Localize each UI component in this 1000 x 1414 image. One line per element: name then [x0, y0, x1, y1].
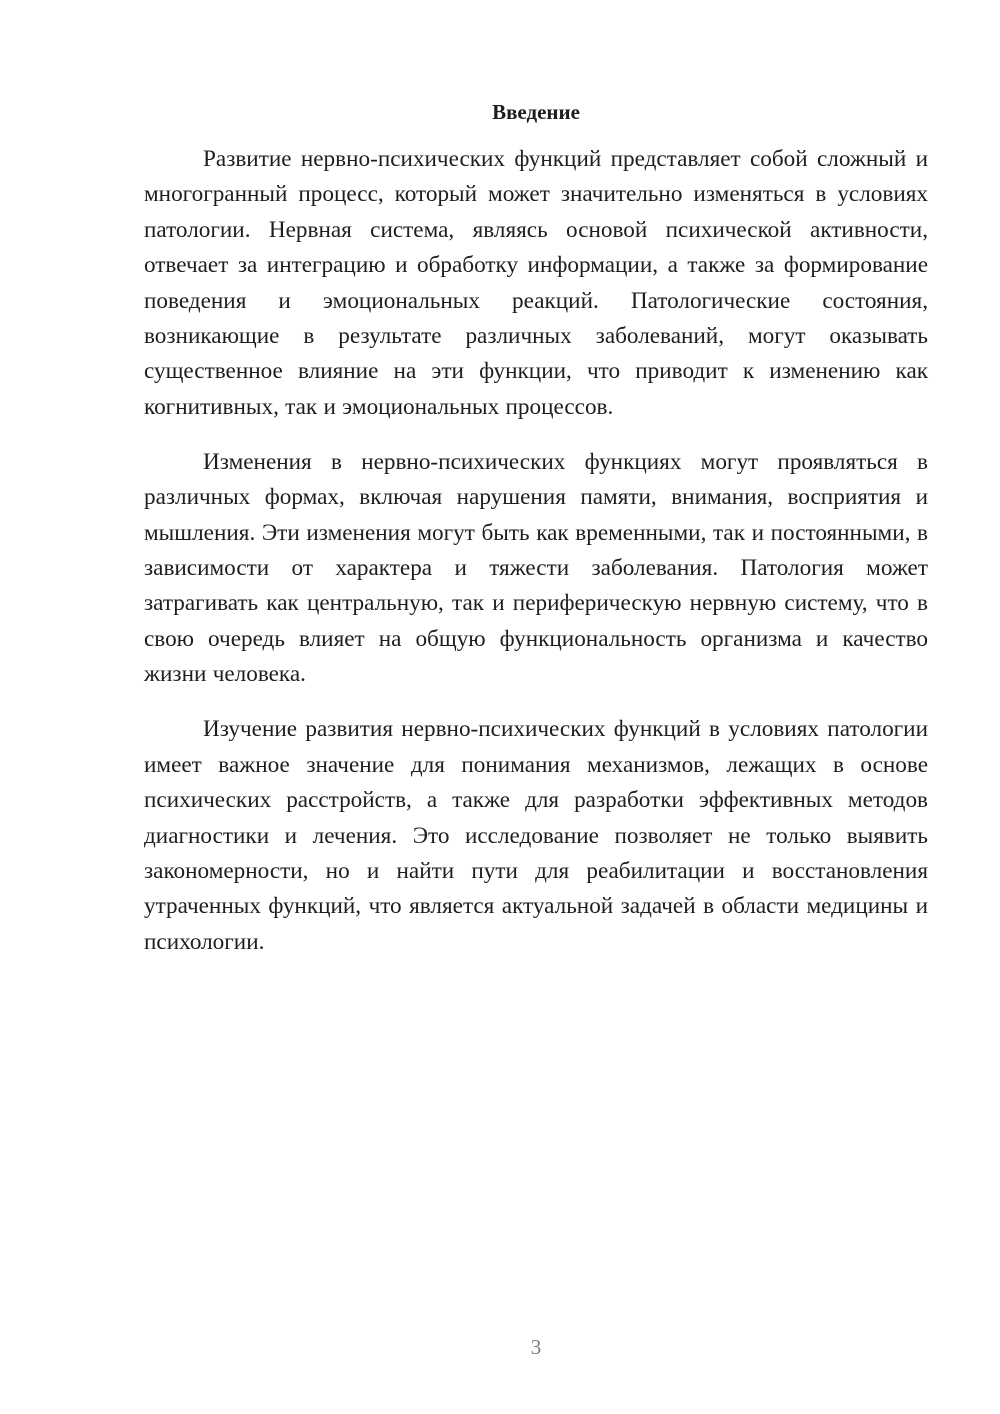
section-heading: Введение: [492, 100, 580, 124]
paragraph-1: Развитие нервно-психических функций представляет собой сложный и многогранный процесс, который может значительно изменяться в условиях патологии. Нервная система, являясь основой психической активности, отвечает за интеграцию и обработку информации, а также за формирование поведения и эмоциональных реакций. Патологические состояния, возникающие в результате различных заболеваний, могут оказывать существенное влияние на эти функции, что приводит к изменению как когнитивных, так и эмоциональных процессов.: [144, 146, 928, 420]
paragraph-2: Изменения в нервно-психических функциях могут проявляться в различных формах, включая нарушения памяти, внимания, восприятия и мышления. Эти изменения могут быть как временными, так и постоянными, в зависимости от характера и тяжести заболевания. Патология может затрагивать как центральную, так и периферическую нервную систему, что в свою очередь влияет на общую функциональность организма и качество жизни человека.: [144, 448, 928, 688]
page-number: 3: [530, 1335, 542, 1359]
body-text: [144, 142, 928, 960]
paragraph-3: Изучение развития нервно-психических функций в условиях патологии имеет важное значение для понимания механизмов, лежащих в основе психических расстройств, а также для разработки эффективных методов диагностики и лечения. Это исследование позволяет не только выявить закономерности, но и найти пути для реабилитации и восстановления утраченных функций, что является актуальной задачей в области медицины и психологии.: [144, 716, 928, 955]
